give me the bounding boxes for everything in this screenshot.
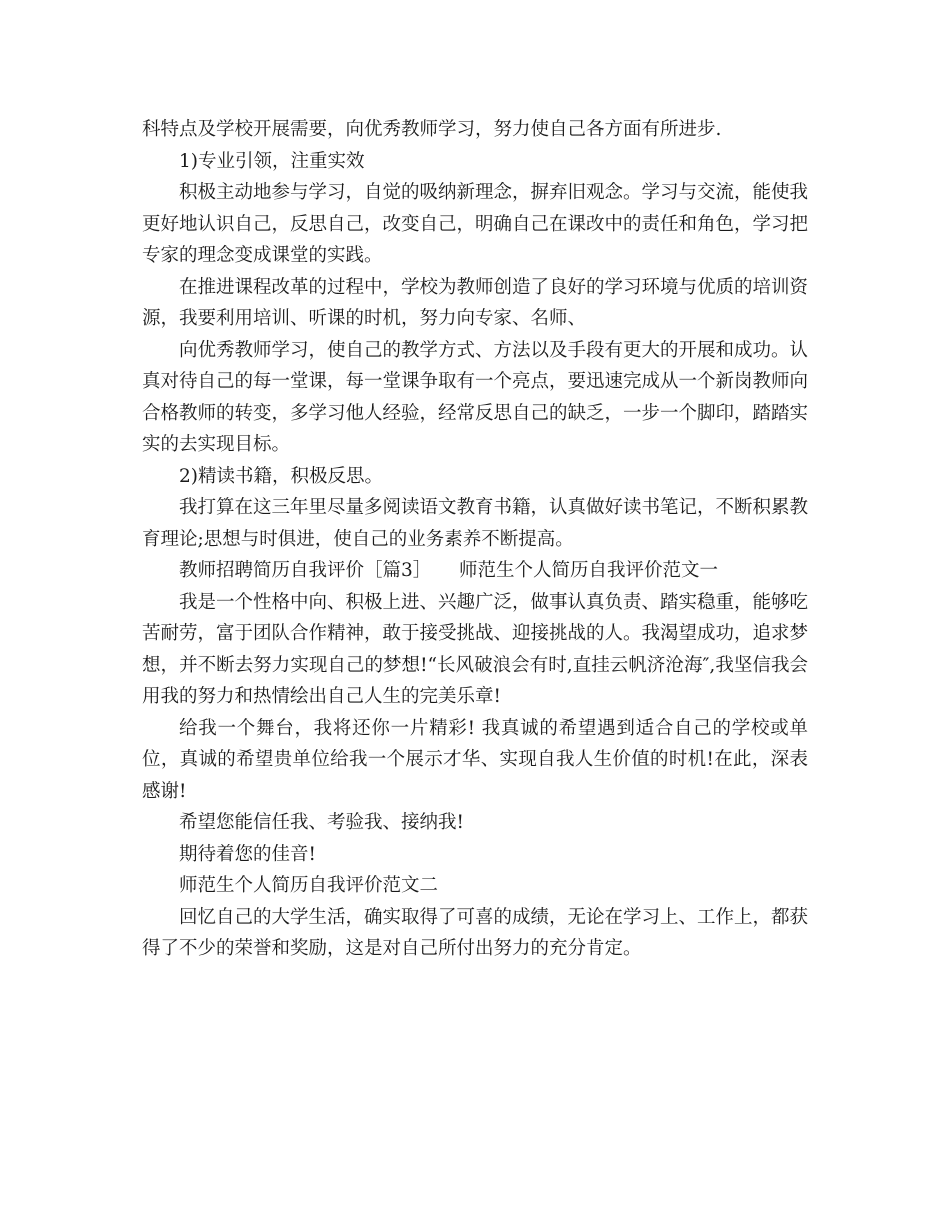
- paragraph-continuation: 科特点及学校开展需要，向优秀教师学习，努力使自己各方面有所进步.: [142, 119, 722, 140]
- document-body: [142, 114, 808, 965]
- section-heading-example-two: 师范生个人简历自我评价范文二: [179, 875, 439, 896]
- paragraph: 希望您能信任我、考验我、接纳我!: [179, 812, 464, 833]
- paragraph: 给我一个舞台，我将还你一片精彩! 我真诚的希望遇到适合自己的学校或单位，真诚的希望贵单位给我一个展示才华、实现自我人生价值的时机!在此，深表感谢!: [142, 717, 808, 802]
- paragraph: 回忆自己的大学生活，确实取得了可喜的成绩，无论在学习上、工作上，都获得了不少的荣誉和奖励，这是对自己所付出努力的充分肯定。: [142, 906, 809, 959]
- section-heading-reading-books: 2)精读书籍，积极反思。: [179, 465, 383, 487]
- paragraph: 向优秀教师学习，使自己的教学方式、方法以及手段有更大的开展和成功。认真对待自己的每一堂课，每一堂课争取有一个亮点，要迅速完成从一个新岗教师向合格教师的转变，多学习他人经验，经常反思自己的缺乏，一步一个脚印，踏踏实实的去实现目标。: [142, 339, 809, 455]
- paragraph: 我打算在这三年里尽量多阅读语文教育书籍，认真做好读书笔记，不断积累教育理论;思想与时俱进，使自己的业务素养不断提高。: [142, 497, 809, 550]
- section-heading-professional-guidance: 1)专业引领，注重实效: [179, 150, 365, 172]
- section-heading-article-3: 教师招聘简历自我评价［篇3］ 师范生个人简历自我评价范文一: [179, 560, 719, 581]
- paragraph: 在推进课程改革的过程中，学校为教师创造了良好的学习环境与优质的培训资源，我要利用培训、听课的时机，努力向专家、名师、: [142, 276, 809, 329]
- paragraph: 我是一个性格中向、积极上进、兴趣广泛，做事认真负责、踏实稳重，能够吃苦耐劳，富于团队合作精神，敢于接受挑战、迎接挑战的人。我渴望成功，追求梦想，并不断去努力实现自己的梦想!“长风破浪会有时,直挂云帆济沧海″,我坚信我会用我的努力和热情绘出自己人生的完美乐章!: [142, 591, 809, 707]
- paragraph: 期待着您的佳音!: [179, 843, 316, 865]
- paragraph: 积极主动地参与学习，自觉的吸纳新理念，摒弃旧观念。学习与交流，能使我更好地认识自己，反思自己，改变自己，明确自己在课改中的责任和角色，学习把专家的理念变成课堂的实践。: [142, 182, 809, 266]
